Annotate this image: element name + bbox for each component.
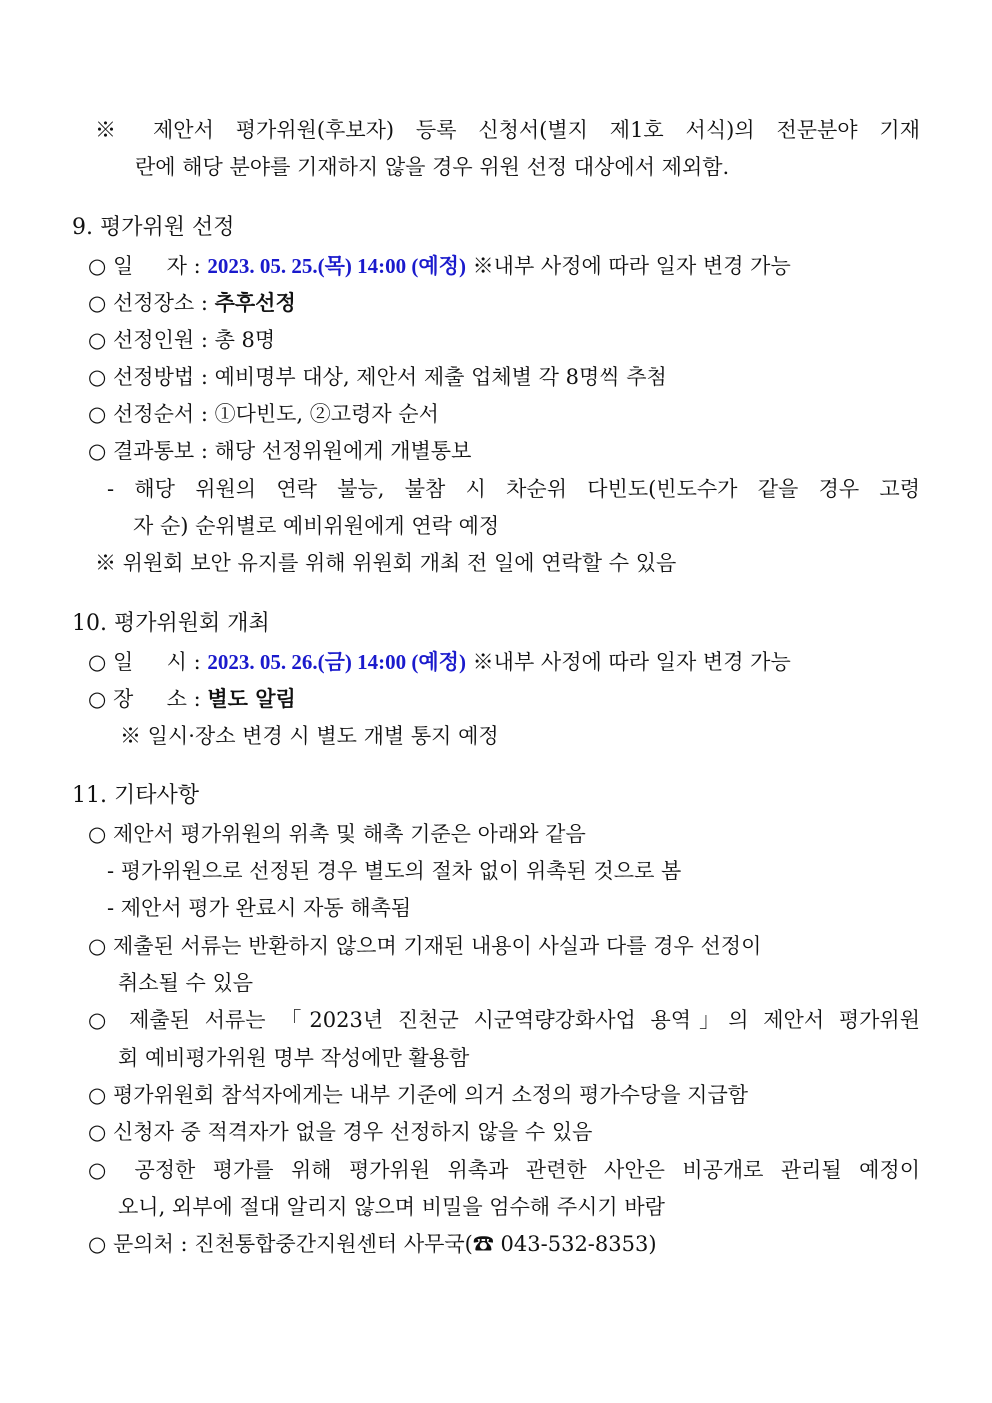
- section9-result: ○ 결과통보 : 해당 선정위원에게 개별통보: [88, 439, 472, 463]
- section10-date-row: [88, 647, 992, 677]
- section9-place-row: [88, 288, 992, 318]
- section10-date-note: ※내부 사정에 따라 일자 변경 가능: [472, 650, 791, 674]
- section10-place-label: ○ 장 소 :: [88, 687, 201, 711]
- section11-heading: 11. 기타사항: [72, 783, 199, 808]
- section9-date-row: [88, 251, 992, 281]
- section11-contact: ○ 문의처 : 진천통합중간지원센터 사무국(☎ 043-532-8353): [88, 1232, 657, 1256]
- section10-place-value: 별도 알림: [207, 686, 296, 711]
- section10-note: ※ 일시·장소 변경 시 별도 개별 통지 예정: [120, 724, 499, 748]
- note-top-line2: 란에 해당 분야를 기재하지 않을 경우 위원 선정 대상에서 제외함.: [135, 155, 730, 179]
- section11-item2-line1: ○ 제출된 서류는 반환하지 않으며 기재된 내용이 사실과 다를 경우 선정이: [88, 934, 762, 958]
- section11-item5: ○ 신청자 중 적격자가 없을 경우 선정하지 않을 수 있음: [88, 1120, 593, 1144]
- section9-place-value: 추후선정: [214, 290, 296, 315]
- section11-item6-line2: 오니, 외부에 절대 알리지 않으며 비밀을 엄수해 주시기 바람: [118, 1195, 665, 1219]
- section11-item1-sub1: - 평가위원으로 선정된 경우 별도의 절차 없이 위촉된 것으로 봄: [107, 859, 682, 883]
- section9-sub-line2: 자 순) 순위별로 예비위원에게 연락 예정: [133, 514, 500, 538]
- section9-place-label: ○ 선정장소 :: [88, 291, 208, 315]
- section11-item1-sub2: - 제안서 평가 완료시 자동 해촉됨: [107, 896, 412, 920]
- section10-place-row: [88, 684, 992, 714]
- section9-date-value: 2023. 05. 25.(목) 14:00 (예정): [207, 254, 466, 278]
- section9-count: ○ 선정인원 : 총 8명: [88, 328, 276, 352]
- section11-item4: ○ 평가위원회 참석자에게는 내부 기준에 의거 소정의 평가수당을 지급함: [88, 1083, 749, 1107]
- section11-item3-line2: 회 예비평가위원 명부 작성에만 활용함: [118, 1046, 470, 1070]
- section10-date-value: 2023. 05. 26.(금) 14:00 (예정): [207, 650, 466, 674]
- section11-item1: ○ 제안서 평가위원의 위촉 및 해촉 기준은 아래와 같음: [88, 822, 586, 846]
- section9-sub-line1: - 해당 위원의 연락 불능, 불참 시 차순위 다빈도(빈도수가 같을 경우 고령: [107, 477, 920, 501]
- section10-date-label: ○ 일 시 :: [88, 650, 201, 674]
- section9-order: ○ 선정순서 : ①다빈도, ②고령자 순서: [88, 402, 439, 426]
- note-top-line1: ※ 제안서 평가위원(후보자) 등록 신청서(별지 제1호 서식)의 전문분야 기재: [95, 118, 920, 142]
- section11-item3-line1: ○ 제출된 서류는 「2023년 진천군 시군역량강화사업 용역」의 제안서 평가위원: [88, 1008, 920, 1032]
- section9-heading: 9. 평가위원 선정: [72, 215, 235, 240]
- section11-item2-line2: 취소될 수 있음: [118, 971, 254, 995]
- section9-date-note: ※내부 사정에 따라 일자 변경 가능: [472, 254, 791, 278]
- section9-date-label: ○ 일 자 :: [88, 254, 201, 278]
- section9-method: ○ 선정방법 : 예비명부 대상, 제안서 제출 업체별 각 8명씩 추첨: [88, 365, 667, 389]
- section10-heading: 10. 평가위원회 개최: [72, 611, 270, 636]
- section11-item6-line1: ○ 공정한 평가를 위해 평가위원 위촉과 관련한 사안은 비공개로 관리될 예정이: [88, 1158, 920, 1182]
- section9-note: ※ 위원회 보안 유지를 위해 위원회 개최 전 일에 연락할 수 있음: [95, 551, 677, 575]
